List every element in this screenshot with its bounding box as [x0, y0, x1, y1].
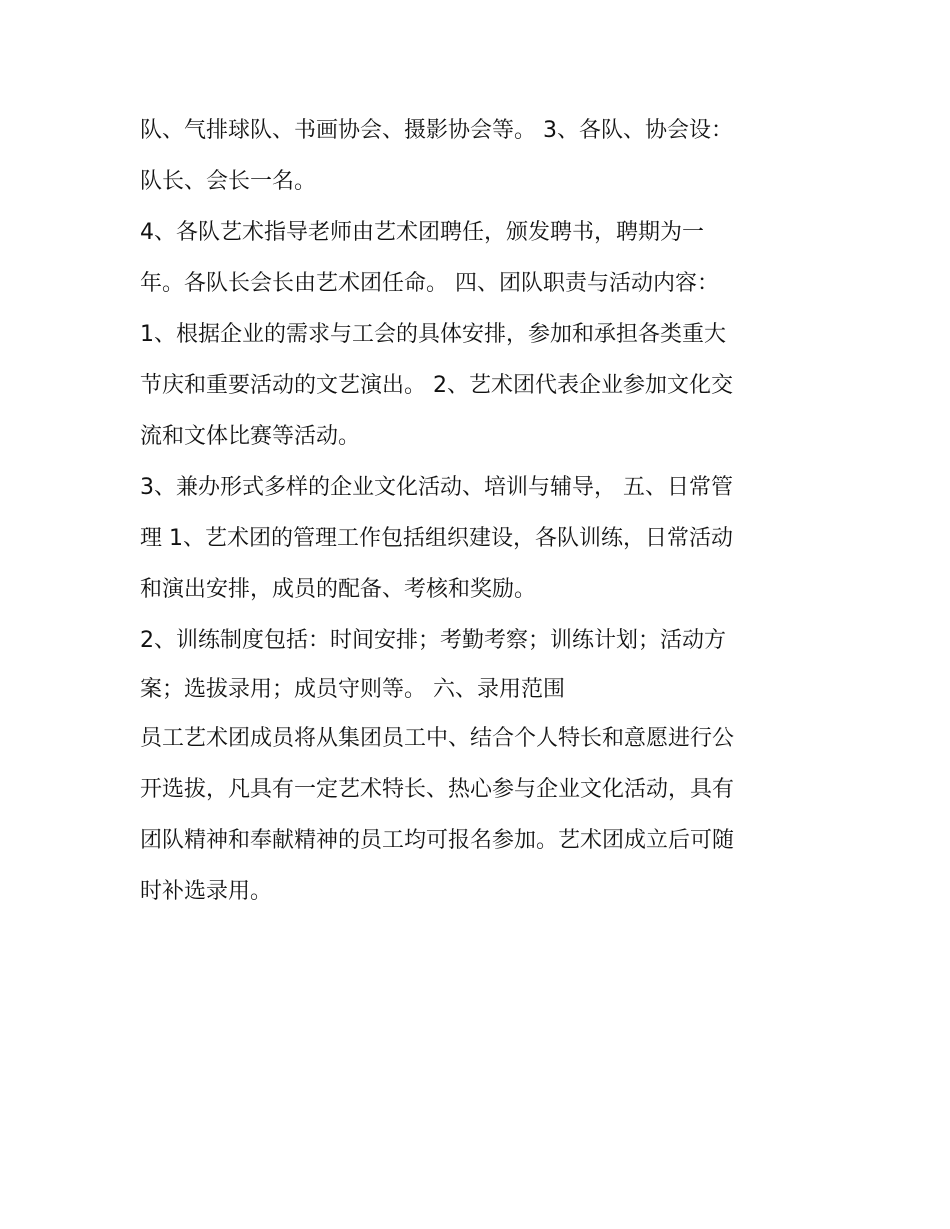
text-line: 理 1、艺术团的管理工作包括组织建设，各队训练，日常活动: [140, 526, 733, 551]
text-line: 3、兼办形式多样的企业文化活动、培训与辅导， 五、日常管: [140, 475, 733, 500]
text-line: 团队精神和奉献精神的员工均可报名参加。艺术团成立后可随: [140, 828, 735, 853]
text-line: 员工艺术团成员将从集团员工中、结合个人特长和意愿进行公: [140, 726, 735, 751]
body-text: [140, 105, 820, 917]
text-line: 开选拔，凡具有一定艺术特长、热心参与企业文化活动，具有: [140, 777, 735, 802]
text-line: 2、训练制度包括：时间安排；考勤考察；训练计划；活动方: [140, 628, 726, 653]
text-line: 1、根据企业的需求与工会的具体安排，参加和承担各类重大: [140, 322, 726, 347]
text-line: 队长、会长一名。: [140, 169, 317, 194]
text-line: 年。各队长会长由艺术团任命。 四、团队职责与活动内容：: [140, 271, 719, 296]
text-line: 案；选拔录用；成员守则等。 六、录用范围: [140, 677, 565, 702]
text-line: 4、各队艺术指导老师由艺术团聘任，颁发聘书，聘期为一: [140, 220, 704, 245]
text-line: 节庆和重要活动的文艺演出。 2、艺术团代表企业参加文化交: [140, 373, 733, 398]
text-line: 队、气排球队、书画协会、摄影协会等。 3、各队、协会设：: [140, 118, 733, 143]
text-line: 流和文体比赛等活动。: [140, 424, 361, 449]
text-line: 时补选录用。: [140, 879, 273, 904]
text-line: 和演出安排，成员的配备、考核和奖励。: [140, 577, 537, 602]
